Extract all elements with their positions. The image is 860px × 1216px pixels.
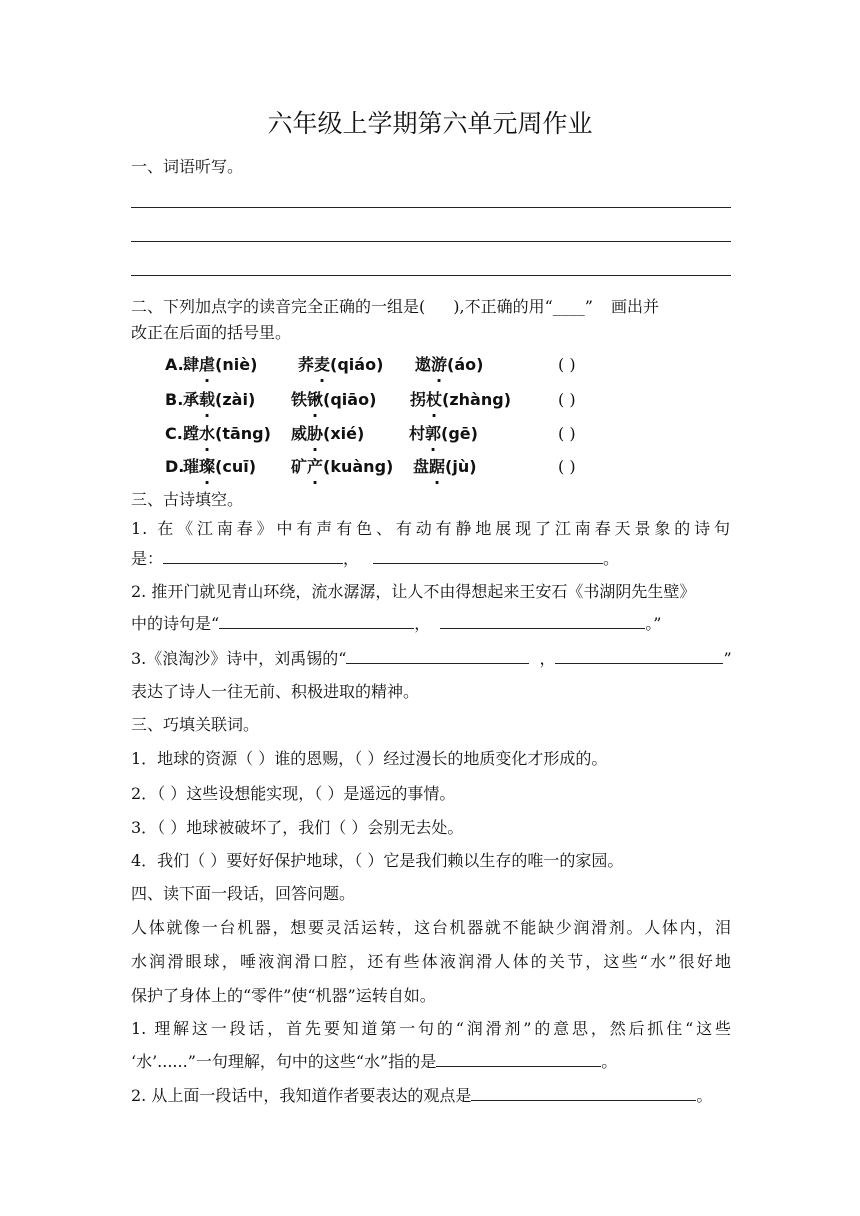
- answer-blank[interactable]: [555, 649, 723, 664]
- poem-q3-line1: [131, 648, 732, 670]
- option-letter: D.: [165, 457, 185, 476]
- section-pronunciation-line2: 改正在后面的括号里。: [131, 323, 292, 342]
- poem-q3-line2: 表达了诗人一往无前、积极进取的精神。: [131, 682, 420, 701]
- page-title: 六年级上学期第六单元周作业: [267, 109, 593, 138]
- word-part: (cuī): [215, 457, 257, 476]
- option-word-3: [415, 354, 483, 376]
- dictation-line-1: [131, 207, 731, 208]
- answer-blank[interactable]: [346, 649, 529, 664]
- word-part: (gē): [441, 424, 478, 443]
- option-word-3: [410, 389, 511, 411]
- option-word-2: [298, 354, 383, 376]
- section-reading-heading: 四、读下面一段话，回答问题。: [131, 884, 356, 903]
- reading-q1-line1: 1. 理解这一段话，首先要知道第一句的“润滑剂”的意思，然后抓住“这些: [131, 1019, 731, 1038]
- dotted-char: 麦: [314, 355, 331, 374]
- word-part: 矿: [291, 457, 308, 476]
- q-text: 。: [696, 1086, 713, 1105]
- answer-blank[interactable]: [436, 1052, 601, 1067]
- dotted-char: 游: [431, 355, 448, 374]
- dotted-char: 水: [199, 424, 216, 443]
- q-text: 2. 从上面一段话中，我知道作者要表达的观点是: [131, 1086, 472, 1105]
- word-part: 璀: [183, 457, 200, 476]
- word-part: 遨: [415, 355, 432, 374]
- answer-blank[interactable]: [373, 549, 603, 564]
- answer-blank[interactable]: [440, 614, 645, 629]
- answer-paren[interactable]: ( ): [558, 355, 576, 374]
- q-text: 是：: [131, 549, 164, 568]
- dictation-line-2: [131, 241, 731, 242]
- word-part: 铁: [291, 390, 308, 409]
- dotted-char: 杖: [426, 390, 443, 409]
- q-text: ，: [539, 649, 556, 668]
- q-text: 3.《浪淘沙》诗中，刘禹锡的“: [131, 649, 347, 668]
- dotted-char: 产: [307, 457, 324, 476]
- word-part: (niè): [215, 355, 258, 374]
- conjunction-q1: 1．地球的资源（ ）谁的恩赐，（ ）经过漫长的地质变化才形成的。: [131, 749, 608, 768]
- answer-paren[interactable]: ( ): [558, 457, 576, 476]
- q-text: 二、下列加点字的读音完全正确的一组是(: [131, 297, 426, 316]
- option-letter: C.: [165, 424, 183, 443]
- poem-q2-line2: [131, 613, 661, 635]
- answer-paren[interactable]: ( ): [558, 424, 576, 443]
- dotted-char: 踞: [429, 457, 446, 476]
- word-part: 盘: [413, 457, 430, 476]
- dotted-char: 璨: [199, 457, 216, 476]
- word-part: 肆: [183, 355, 200, 374]
- section-poem-heading: 三、古诗填空。: [131, 490, 244, 509]
- conjunction-q4: 4．我们（ ）要好好保护地球，（ ）它是我们赖以生存的唯一的家园。: [131, 851, 624, 870]
- section-conjunction-heading: 三、巧填关联词。: [131, 715, 260, 734]
- word-part: (qiāo): [323, 390, 377, 409]
- word-part: 威: [291, 424, 308, 443]
- word-part: (kuàng): [323, 457, 394, 476]
- q-text: 。: [601, 1052, 618, 1071]
- word-part: 拐: [410, 390, 427, 409]
- answer-blank[interactable]: [471, 1086, 696, 1101]
- option-word-3: [413, 456, 477, 478]
- word-part: 村: [409, 424, 426, 443]
- option-word-1: [183, 354, 257, 376]
- dotted-char: 载: [199, 390, 216, 409]
- word-part: (zài): [215, 390, 256, 409]
- word-part: (qiáo): [330, 355, 384, 374]
- word-part: (zhàng): [442, 390, 511, 409]
- section-dictation-heading: 一、词语听写。: [131, 157, 244, 176]
- q-text: ，: [414, 614, 431, 633]
- word-part: 荞: [298, 355, 315, 374]
- conjunction-q2: 2．（ ）这些设想能实现，（ ）是遥远的事情。: [131, 784, 456, 803]
- reading-paragraph-line1: 人体就像一台机器，想要灵活运转，这台机器就不能缺少润滑剂。人体内，泪: [131, 918, 731, 937]
- answer-blank[interactable]: [163, 549, 343, 564]
- word-part: (tāng): [215, 424, 271, 443]
- reading-paragraph-line3: 保护了身体上的“零件”使“机器”运转自如。: [131, 986, 436, 1005]
- word-part: (jù): [445, 457, 477, 476]
- dotted-char: 郭: [425, 424, 442, 443]
- dotted-char: 锹: [307, 390, 324, 409]
- dictation-line-3: [131, 275, 731, 276]
- poem-q1-line2: [131, 548, 619, 570]
- word-part: (áo): [447, 355, 484, 374]
- option-word-1: [183, 389, 255, 411]
- word-part: 承: [183, 390, 200, 409]
- dotted-char: 虐: [199, 355, 216, 374]
- q-text: ，: [343, 549, 360, 568]
- answer-paren[interactable]: ( ): [558, 390, 576, 409]
- answer-blank[interactable]: [219, 614, 414, 629]
- conjunction-q3: 3．（ ）地球被破坏了，我们（ ）会别无去处。: [131, 818, 464, 837]
- q-text: ”: [723, 649, 732, 668]
- option-word-1: [183, 456, 256, 478]
- option-word-1: [183, 423, 271, 445]
- poem-q1-line1: 1. 在《江南春》中有声有色、有动有静地展现了江南春天景象的诗句: [131, 519, 731, 538]
- q-text: 画出并: [610, 297, 659, 316]
- reading-q2: [131, 1085, 712, 1107]
- option-word-3: [409, 423, 478, 445]
- section-pronunciation-heading: [131, 296, 659, 318]
- reading-paragraph-line2: 水润滑眼球，唾液润滑口腔，还有些体液润滑人体的关节，这些“水”很好地: [131, 952, 731, 971]
- option-word-2: [291, 423, 364, 445]
- option-word-2: [291, 456, 393, 478]
- q-text: ‘水’......”一句理解，句中的这些“水”指的是: [131, 1052, 437, 1071]
- q-text: 中的诗句是“: [131, 614, 220, 633]
- option-word-2: [291, 389, 376, 411]
- dotted-char: 胁: [307, 424, 324, 443]
- word-part: (xié): [323, 424, 365, 443]
- q-text: ),不正确的用“____”: [453, 297, 593, 316]
- reading-q1-line2: [131, 1051, 617, 1073]
- q-text: 。”: [645, 614, 662, 633]
- word-part: 蹚: [183, 424, 200, 443]
- option-letter: B.: [165, 390, 184, 409]
- option-letter: A.: [165, 355, 184, 374]
- poem-q2-line1: 2. 推开门就见青山环绕，流水潺潺，让人不由得想起来王安石《书湖阴先生壁》: [131, 582, 696, 601]
- q-text: 。: [603, 549, 620, 568]
